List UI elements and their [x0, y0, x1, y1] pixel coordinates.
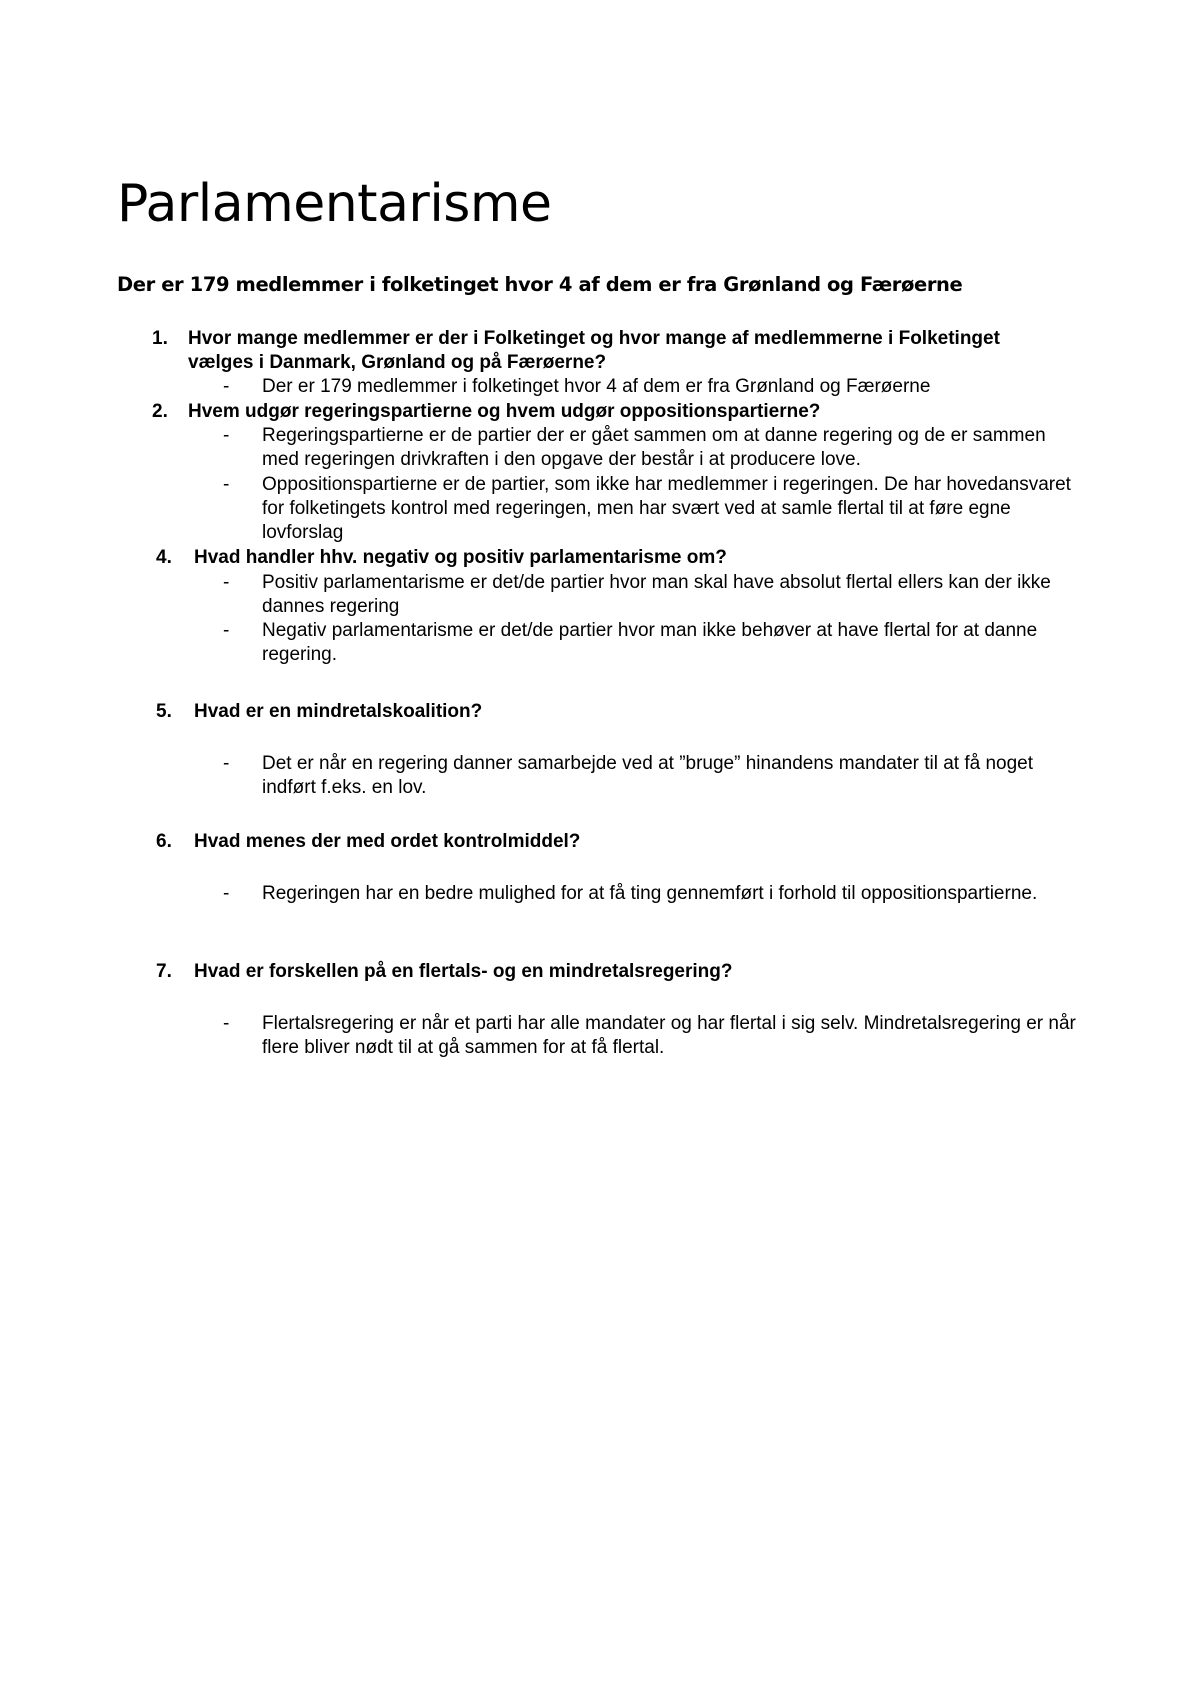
question-number: 5. [156, 701, 172, 722]
document-title: Parlamentarisme [117, 174, 552, 234]
dash-bullet: - [223, 1013, 230, 1034]
question-text: Hvad handler hhv. negativ og positiv parlamentarisme om? [194, 547, 727, 568]
question-text: Hvor mange medlemmer er der i Folketinget og hvor mange af medlemmerne i Folketinget vælges i Danmark, Grønland og på Færøerne? [188, 328, 1000, 374]
question-text: Hvem udgør regeringspartierne og hvem udgør oppositionspartierne? [188, 401, 821, 422]
answer-text: Der er 179 medlemmer i folketinget hvor 4 af dem er fra Grønland og Færøerne [262, 376, 931, 397]
dash-bullet: - [223, 572, 230, 593]
question-text: Hvad menes der med ordet kontrolmiddel? [194, 831, 581, 852]
question-number: 1. [152, 328, 168, 349]
answer-text: Det er når en regering danner samarbejde ved at ”bruge” hinandens mandater til at få noget indført f.eks. en lov. [262, 753, 1034, 799]
question-number: 4. [156, 547, 172, 568]
question-text: Hvad er forskellen på en flertals- og en mindretalsregering? [194, 961, 733, 982]
answer-text: Regeringspartierne er de partier der er gået sammen om at danne regering og de er sammen med regeringen drivkraften i den opgave der består i at producere love. [262, 425, 1046, 471]
dash-bullet: - [223, 376, 230, 397]
question-text: Hvad er en mindretalskoalition? [194, 701, 483, 722]
answer-text: Oppositionspartierne er de partier, som ikke har medlemmer i regeringen. De har hovedansvaret for folketingets kontrol med regeringen, men har svært ved at samle flertal til at føre egne lovforslag [262, 474, 1071, 544]
dash-bullet: - [223, 425, 230, 446]
answer-text: Positiv parlamentarisme er det/de partier hvor man skal have absolut flertal ellers kan der ikke dannes regering [262, 572, 1051, 618]
answer-text: Negativ parlamentarisme er det/de partier hvor man ikke behøver at have flertal for at danne regering. [262, 620, 1038, 666]
dash-bullet: - [223, 753, 230, 774]
dash-bullet: - [223, 620, 230, 641]
dash-bullet: - [223, 883, 230, 904]
question-number: 2. [152, 401, 168, 422]
answer-text: Regeringen har en bedre mulighed for at få ting gennemført i forhold til oppositionspartierne. [262, 883, 1038, 904]
answer-text: Flertalsregering er når et parti har alle mandater og har flertal i sig selv. Mindretalsregering er når flere bliver nødt til at gå sammen for at få flertal. [262, 1013, 1076, 1059]
question-number: 7. [156, 961, 172, 982]
intro-paragraph: Der er 179 medlemmer i folketinget hvor 4 af dem er fra Grønland og Færøerne [117, 273, 963, 296]
question-number: 6. [156, 831, 172, 852]
dash-bullet: - [223, 474, 230, 495]
